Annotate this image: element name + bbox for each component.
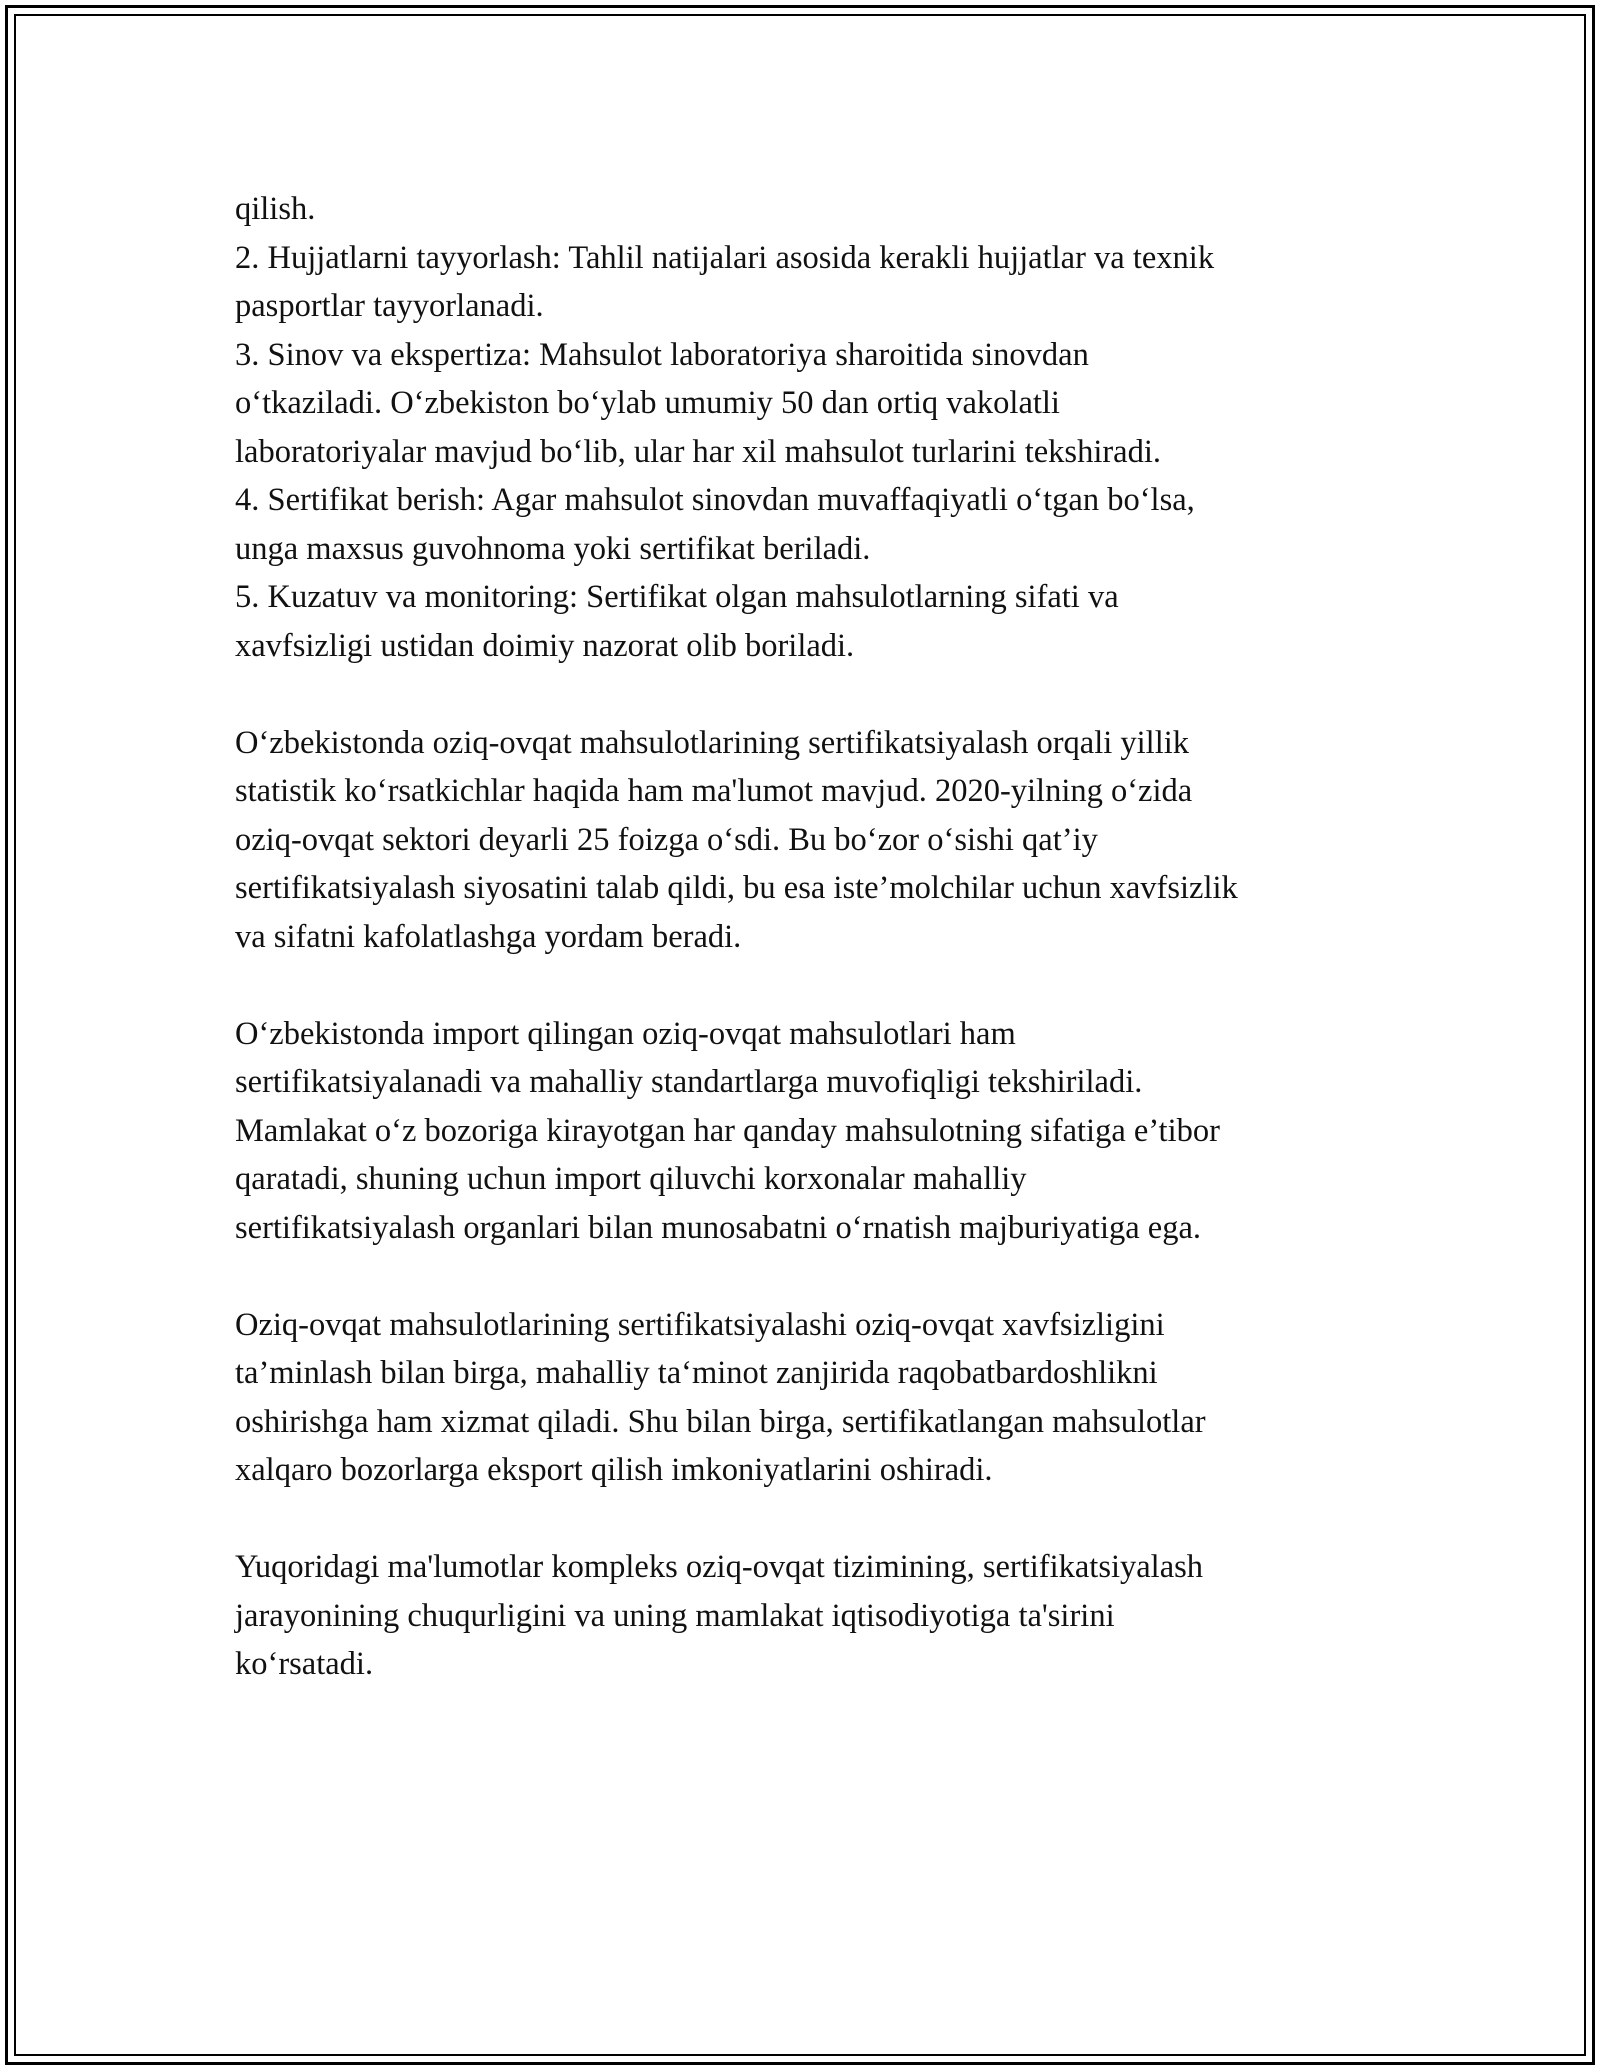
text-line: O‘zbekistonda import qilingan oziq-ovqat mahsulotlari ham xyxy=(235,1015,1016,1052)
paragraph-gap xyxy=(235,961,1395,1010)
paragraph-competitiveness xyxy=(235,1301,1395,1495)
paragraph-statistics xyxy=(235,719,1395,962)
text-line: xavfsizligi ustidan doimiy nazorat olib boriladi. xyxy=(235,627,855,664)
text-line: jarayonining chuqurligini va uning mamlakat iqtisodiyotiga ta'sirini xyxy=(235,1597,1115,1634)
text-line: Yuqoridagi ma'lumotlar kompleks oziq-ovqat tizimining, sertifikatsiyalash xyxy=(235,1549,1204,1585)
paragraph-gap xyxy=(235,1495,1395,1544)
text-line: oshirishga ham xizmat qiladi. Shu bilan birga, sertifikatlangan mahsulotlar xyxy=(235,1403,1206,1440)
text-line: 2. Hujjatlarni tayyorlash: Tahlil natijalari asosida kerakli hujjatlar va texnik xyxy=(235,239,1215,276)
text-line: 3. Sinov va ekspertiza: Mahsulot laboratoriya sharoitida sinovdan xyxy=(235,336,1089,373)
steps-block xyxy=(235,185,1395,670)
text-line: o‘tkaziladi. O‘zbekiston bo‘ylab umumiy 50 dan ortiq vakolatli xyxy=(235,385,1060,421)
text-line: va sifatni kafolatlashga yordam beradi. xyxy=(235,918,742,955)
text-line: xalqaro bozorlarga eksport qilish imkoniyatlarini oshiradi. xyxy=(235,1452,993,1488)
text-line: sertifikatsiyalanadi va mahalliy standartlarga muvofiqligi tekshiriladi. xyxy=(235,1064,1143,1100)
text-line: sertifikatsiyalash siyosatini talab qildi, bu esa iste’molchilar uchun xavfsizlik xyxy=(235,870,1238,906)
paragraph-gap xyxy=(235,670,1395,719)
text-line: unga maxsus guvohnoma yoki sertifikat beriladi. xyxy=(235,530,871,567)
text-line: ta’minlash bilan birga, mahalliy ta‘minot zanjirida raqobatbardoshlikni xyxy=(235,1355,1158,1391)
paragraph-gap xyxy=(235,1252,1395,1301)
text-line: qilish. xyxy=(235,191,316,227)
document-body xyxy=(235,185,1395,1689)
text-line: qaratadi, shuning uchun import qiluvchi korxonalar mahalliy xyxy=(235,1161,1027,1197)
text-line: 4. Sertifikat berish: Agar mahsulot sinovdan muvaffaqiyatli o‘tgan bo‘lsa, xyxy=(235,482,1195,518)
text-line: ko‘rsatadi. xyxy=(235,1646,374,1682)
text-line: Oziq-ovqat mahsulotlarining sertifikatsiyalashi oziq-ovqat xavfsizligini xyxy=(235,1306,1165,1343)
text-line: laboratoriyalar mavjud bo‘lib, ular har xil mahsulot turlarini tekshiradi. xyxy=(235,433,1161,470)
text-line: oziq-ovqat sektori deyarli 25 foizga o‘sdi. Bu bo‘zor o‘sishi qat’iy xyxy=(235,821,1098,858)
text-line: pasportlar tayyorlanadi. xyxy=(235,288,544,324)
text-line: Mamlakat o‘z bozoriga kirayotgan har qanday mahsulotning sifatiga e’tibor xyxy=(235,1112,1220,1149)
paragraph-conclusion xyxy=(235,1543,1395,1689)
text-line: statistik ko‘rsatkichlar haqida ham ma'lumot mavjud. 2020-yilning o‘zida xyxy=(235,773,1193,809)
text-line: 5. Kuzatuv va monitoring: Sertifikat olgan mahsulotlarning sifati va xyxy=(235,579,1119,615)
paragraph-import xyxy=(235,1010,1395,1253)
text-line: sertifikatsiyalash organlari bilan munosabatni o‘rnatish majburiyatiga ega. xyxy=(235,1209,1202,1246)
text-line: O‘zbekistonda oziq-ovqat mahsulotlarining sertifikatsiyalash orqali yillik xyxy=(235,724,1190,761)
